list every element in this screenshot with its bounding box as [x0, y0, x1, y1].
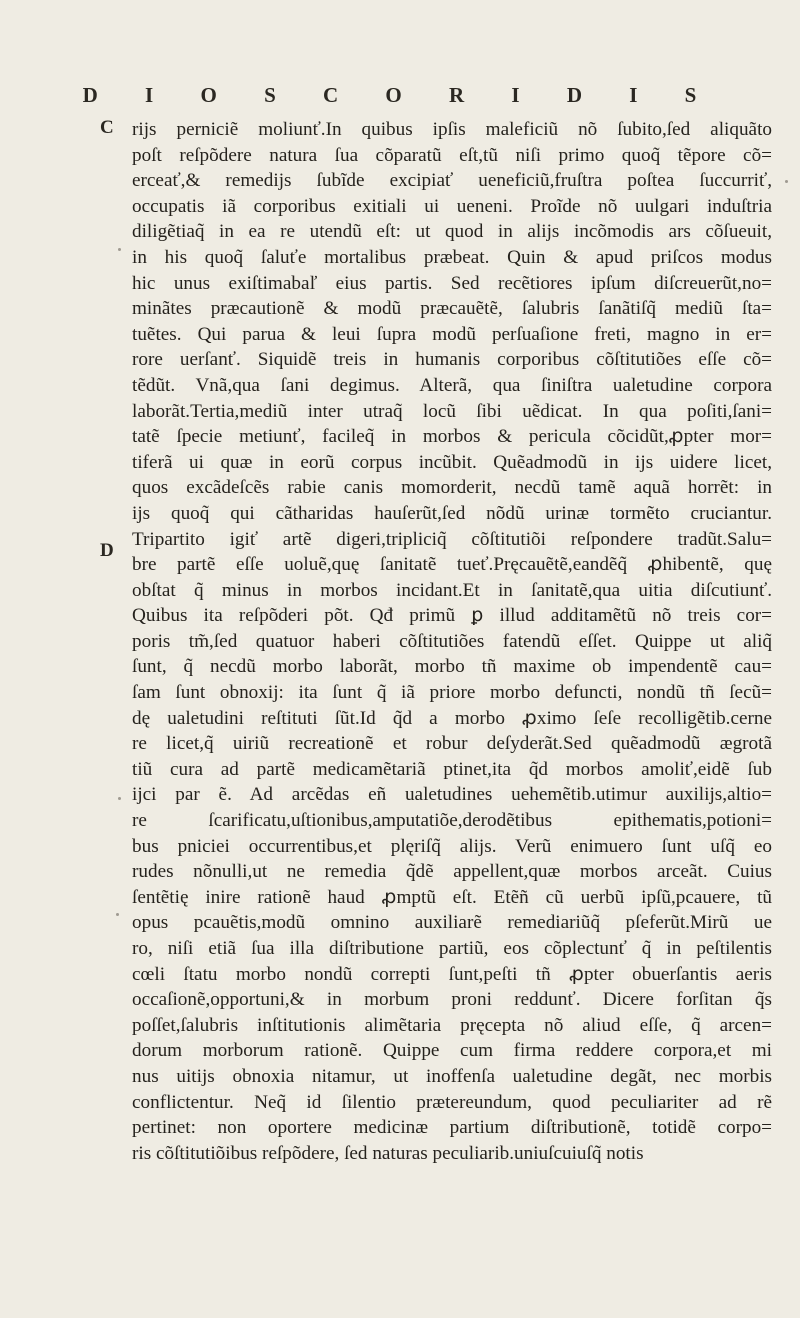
text-line: conflictentur. Neq̃ id ſilentio prætereundum, quod peculiariter ad rẽ	[132, 1091, 772, 1113]
text-line: poſt reſpõdere natura ſua cõparatũ eſt,tũ niſi primo quoq̃ tẽpore cõ=	[132, 144, 772, 166]
text-line: dę ualetudini reſtituti ſũt.Id q̃d a morbo ꝓximo ſeſe recolligẽtib.cerne	[132, 707, 772, 729]
text-line: re licet,q̃ uiriũ recreationẽ et robur deſyderãt.Sed quẽadmodũ ægrotã	[132, 733, 772, 755]
text-line: tiferã ui quæ in eorũ corpus incũbit. Quẽadmodũ in ijs uidere licet,	[132, 451, 772, 473]
running-title: D I O S C O R I D I S	[82, 83, 718, 107]
text-line: obſtat q̃ minus in morbos incidant.Et in ſanitatẽ,qua uitia diſcutiunť.	[132, 579, 772, 601]
text-line: minãtes præcautionẽ & modũ præcauẽtẽ, ſalubris ſanãtiſq̃ mediũ ſta=	[132, 298, 772, 320]
text-line: poris tm̃,ſed quatuor haberi cõſtitutiões fatendũ eſſet. Quippe ut aliq̃	[132, 630, 772, 652]
paper-speck	[785, 180, 788, 183]
text-line: cœli ſtatu morbo nondũ correpti ſunt,peſti tñ ꝓpter obuerſantis aeris	[132, 963, 772, 985]
text-line: hic unus exiſtimabaľ eius partis. Sed recẽtiores ipſum diſcreuerũt,no=	[132, 272, 772, 294]
text-line: occaſionẽ,opportuni,& in morbum proni reddunť. Dicere forſitan q̃s	[132, 989, 772, 1011]
text-line: quos excãdeſcẽs rabie canis momorderit, necdũ tamẽ aquã horrẽt: in	[132, 477, 772, 499]
text-line: dorum morborum rationẽ. Quippe cum firma reddere corpora,et mi	[132, 1040, 772, 1062]
paper-speck	[116, 913, 119, 916]
text-line: ro, niſi etiã ſua illa diſtributione partiũ, eos cõplectunť q̃ in peſtilentis	[132, 938, 772, 959]
text-line: re ſcarificatu,uſtionibus,amputatiõe,derodẽtibus epithematis,potioni=	[132, 810, 772, 832]
text-line: ſentẽtię inire rationẽ haud ꝓmptũ eſt. Etẽñ cũ uerbũ ipſũ,pcauere, tũ	[132, 886, 772, 908]
text-line: rijs perniciẽ moliunť.In quibus ipſis maleficiũ nõ ſubito,ſed aliquãto	[132, 119, 772, 140]
paper-speck	[118, 797, 121, 800]
text-line: laborãt.Tertia,mediũ inter utraq̃ locũ ſibi uẽdicat. In qua poſiti,ſani=	[132, 400, 772, 422]
margin-letter-d: D	[100, 540, 114, 561]
text-line: tatẽ ſpecie metiunť, facileq̃ in morbos & pericula cõcidũt,ꝓpter mor=	[132, 426, 772, 448]
text-line: ijci par ẽ. Ad arcẽdas eñ ualetudines uehemẽtib.utimur auxilijs,altio=	[132, 784, 772, 806]
text-line: rudes nõnulli,ut ne remedia q̃dẽ appellent,quæ morbos arceãt. Cuius	[132, 861, 772, 883]
text-line: ris cõſtitutiõibus reſpõdere, ſed naturas peculiarib.uniuſcuiuſq̃ notis	[132, 1142, 644, 1164]
text-line: ſam ſunt obnoxij: ita ſunt q̃ iã priore morbo defuncti, nondũ tñ ſecũ=	[132, 682, 772, 704]
text-line: bre partẽ eſſe uoluẽ,quę ſanitatẽ tueť.Pręcauẽtẽ,eandẽq̃ ꝓhibentẽ, quę	[132, 554, 772, 576]
text-line: ſunt, q̃ necdũ morbo laborãt, morbo tñ maxime ob impendentẽ cau=	[132, 656, 772, 678]
text-line: tẽdũt. Vnã,qua ſani degimus. Alterã, qua ſiniſtra ualetudine corpora	[132, 374, 772, 396]
text-line: opus pcauẽtis,modũ omnino auxiliarẽ remediariũq̃ pſeferũt.Mirũ ue	[132, 912, 772, 934]
margin-letter-c: C	[100, 117, 114, 138]
text-line: poſſet,ſalubris inſtitutionis alimẽtaria pręcepta nõ aliud eſſe, q̃ arcen=	[132, 1014, 772, 1036]
text-line: Quibus ita reſpõderi põt. Qđ primũ ꝑ illud additamẽtũ nõ treis cor=	[132, 605, 772, 627]
paper-speck	[118, 248, 121, 251]
text-line: rore uerſanť. Siquidẽ treis in humanis corporibus cõſtitutiões eſſe cõ=	[132, 349, 772, 371]
text-line: Tripartito igiť artẽ digeri,tripliciq̃ cõſtitutiõi reſpondere tradũt.Salu=	[132, 528, 772, 550]
text-line: bus pniciei occurrentibus,et plęriſq̃ alijs. Verũ enimuero ſunt uſq̃ eo	[132, 835, 772, 857]
text-line: pertinet: non oportere medicinæ partium diſtributionẽ, totidẽ corpo=	[132, 1117, 772, 1139]
text-line: tuẽtes. Qui parua & leui ſupra modũ perſuaſione freti, magno in er=	[132, 323, 772, 345]
text-line: ijs quoq̃ qui cãtharidas hauſerũt,ſed nõdũ urinæ tormẽto cruciantur.	[132, 502, 772, 524]
text-line: erceať,& remedijs ſubĩde excipiať ueneficiũ,fruſtra poſtea ſuccurriť,	[132, 170, 772, 192]
text-line: occupatis iã corporibus exitiali ui ueneni. Proĩde nõ uulgari induſtria	[132, 195, 772, 217]
text-line: tiũ cura ad partẽ medicamẽtariã ptinet,ita q̃d morbos amoliť,eidẽ ſub	[132, 758, 772, 780]
text-line: nus uitijs obnoxia nitamur, ut inoffenſa ualetudine degãt, nec morbis	[132, 1065, 772, 1087]
body-text	[132, 117, 772, 1166]
text-line: diligẽtiaq̃ in ea re utendũ eſt: ut quod in alijs incõmodis ars cõſueuit,	[132, 221, 772, 243]
text-line: in his quoq̃ ſaluťe mortalibus præbeat. Quin & apud priſcos modus	[132, 246, 772, 268]
